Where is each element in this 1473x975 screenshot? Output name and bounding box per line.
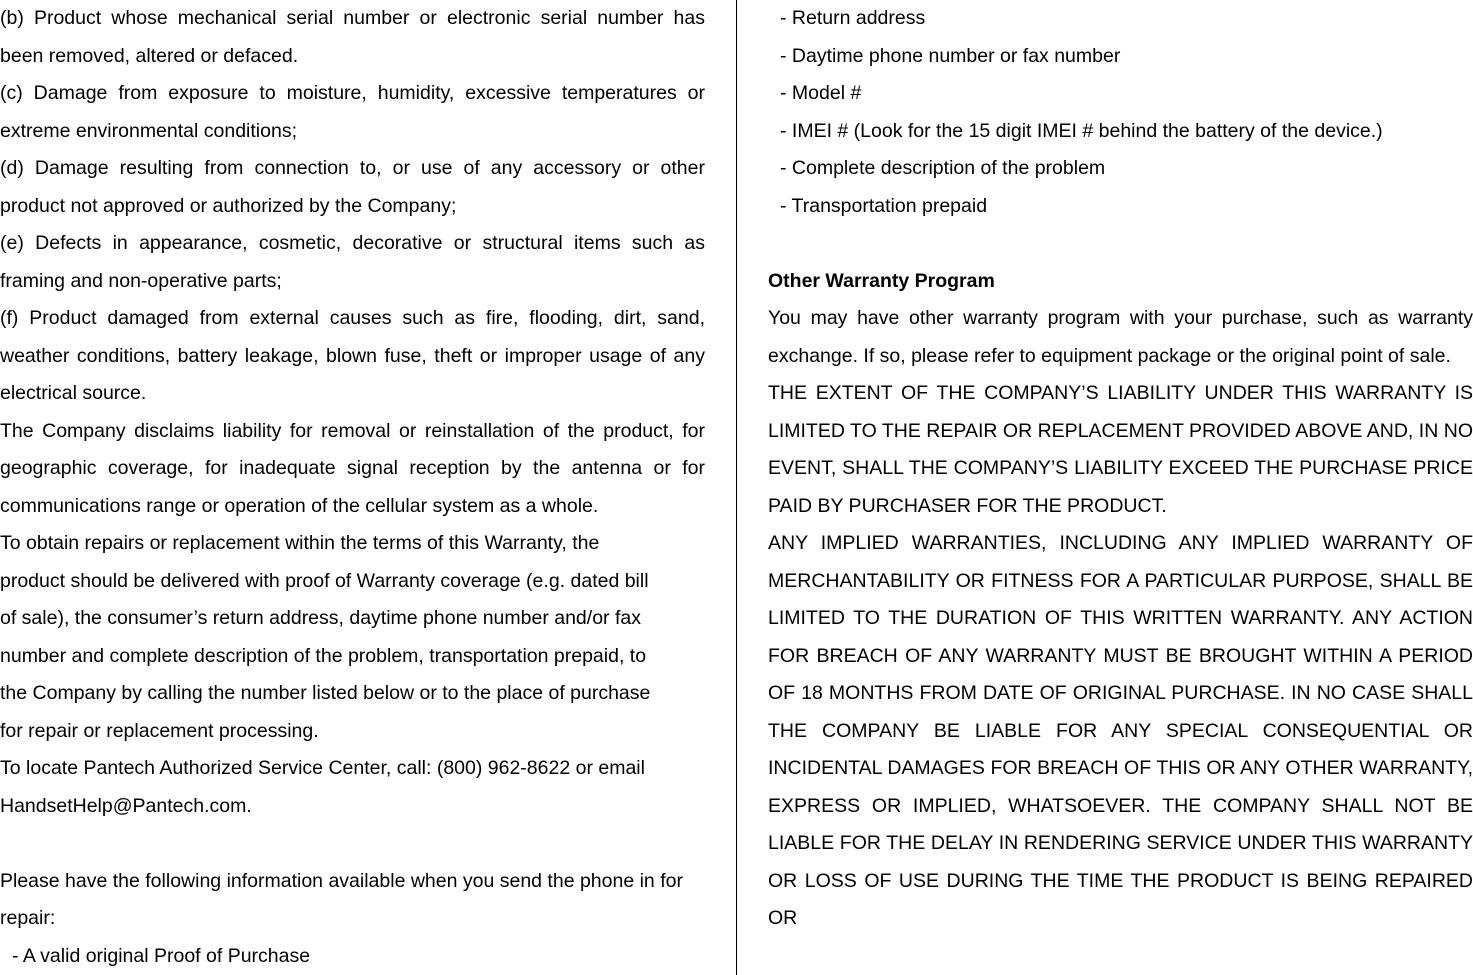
list-item: - Transportation prepaid — [780, 194, 988, 217]
column-divider — [736, 0, 737, 975]
please-have-paragraph: Please have the following information available when you send the phone in for repair: — [0, 869, 683, 929]
exclusion-item-b: (b) Product whose mechanical serial number or electronic serial number has been removed, altered or defaced. — [0, 7, 705, 67]
other-warranty-heading: Other Warranty Program — [768, 269, 995, 292]
paragraph-line: HandsetHelp@Pantech.com. — [0, 794, 252, 817]
right-column — [768, 0, 1473, 938]
paragraph-line: of sale), the consumer’s return address, daytime phone number and/or fax — [0, 607, 641, 629]
list-item: - Daytime phone number or fax number — [780, 44, 1121, 67]
blank-line — [0, 825, 705, 863]
exclusion-item-d: (d) Damage resulting from connection to, or use of any accessory or other product not approved or authorized by the Company; — [0, 157, 705, 217]
blank-line — [768, 225, 1473, 263]
exclusion-item-c: (c) Damage from exposure to moisture, humidity, excessive temperatures or extreme environmental conditions; — [0, 82, 705, 142]
list-item: - Complete description of the problem — [780, 157, 1106, 179]
paragraph-line: number and complete description of the problem, transportation prepaid, to — [0, 644, 647, 667]
implied-warranties-paragraph: ANY IMPLIED WARRANTIES, INCLUDING ANY IMPLIED WARRANTY OF MERCHANTABILITY OR FITNESS FOR A PARTICULAR PURPOSE, SHALL BE LIMITED TO THE DURATION OF THIS WRITTEN WARRANTY. ANY ACTION FOR BREACH OF ANY WARRANTY MUST BE BROUGHT WITHIN A PERIOD OF 18 MONTHS FROM DATE OF ORIGINAL PURCHASE. IN NO CASE SHALL THE COMPANY BE LIABLE FOR ANY SPECIAL CONSEQUENTIAL OR INCIDENTAL DAMAGES FOR BREACH OF THIS OR ANY OTHER WARRANTY, EXPRESS OR IMPLIED, WHATSOEVER. THE COMPANY SHALL NOT BE LIABLE FOR THE DELAY IN RENDERING SERVICE UNDER THIS WARRANTY OR LOSS OF USE DURING THE TIME THE PRODUCT IS BEING REPAIRED OR — [768, 532, 1473, 929]
paragraph-line: To obtain repairs or replacement within the terms of this Warranty, the — [0, 532, 600, 554]
paragraph-line: To locate Pantech Authorized Service Center, call: (800) 962-8622 or email — [0, 757, 645, 779]
exclusion-item-e: (e) Defects in appearance, cosmetic, decorative or structural items such as framing and non-operative parts; — [0, 232, 705, 292]
required-info-list — [768, 0, 1473, 225]
list-item: - IMEI # (Look for the 15 digit IMEI # behind the battery of the device.) — [780, 119, 1383, 142]
bullet-proof-of-purchase: - A valid original Proof of Purchase — [12, 944, 311, 967]
paragraph-line: product should be delivered with proof of Warranty coverage (e.g. dated bill — [0, 569, 649, 592]
service-center-paragraph — [0, 750, 705, 825]
liability-extent-paragraph: THE EXTENT OF THE COMPANY’S LIABILITY UNDER THIS WARRANTY IS LIMITED TO THE REPAIR OR REPLACEMENT PROVIDED ABOVE AND, IN NO EVENT, SHALL THE COMPANY’S LIABILITY EXCEED THE PURCHASE PRICE PAID BY PURCHASER FOR THE PRODUCT. — [768, 382, 1473, 517]
left-column — [0, 0, 705, 975]
disclaimer-paragraph: The Company disclaims liability for removal or reinstallation of the product, for geographic coverage, for inadequate signal reception by the antenna or for communications range or operation of the cellular system as a whole. — [0, 419, 705, 517]
other-warranty-body: You may have other warranty program with your purchase, such as warranty exchange. If so, please refer to equipment package or the original point of sale. — [768, 307, 1473, 367]
paragraph-line: the Company by calling the number listed below or to the place of purchase — [0, 682, 651, 704]
list-item: - Return address — [780, 7, 926, 29]
exclusion-item-f: (f) Product damaged from external causes such as fire, flooding, dirt, sand, weather conditions, battery leakage, blown fuse, theft or improper usage of any electrical source. — [0, 307, 705, 404]
paragraph-line: for repair or replacement processing. — [0, 719, 319, 742]
list-item: - Model # — [780, 82, 862, 104]
obtain-repairs-paragraph — [0, 525, 705, 750]
